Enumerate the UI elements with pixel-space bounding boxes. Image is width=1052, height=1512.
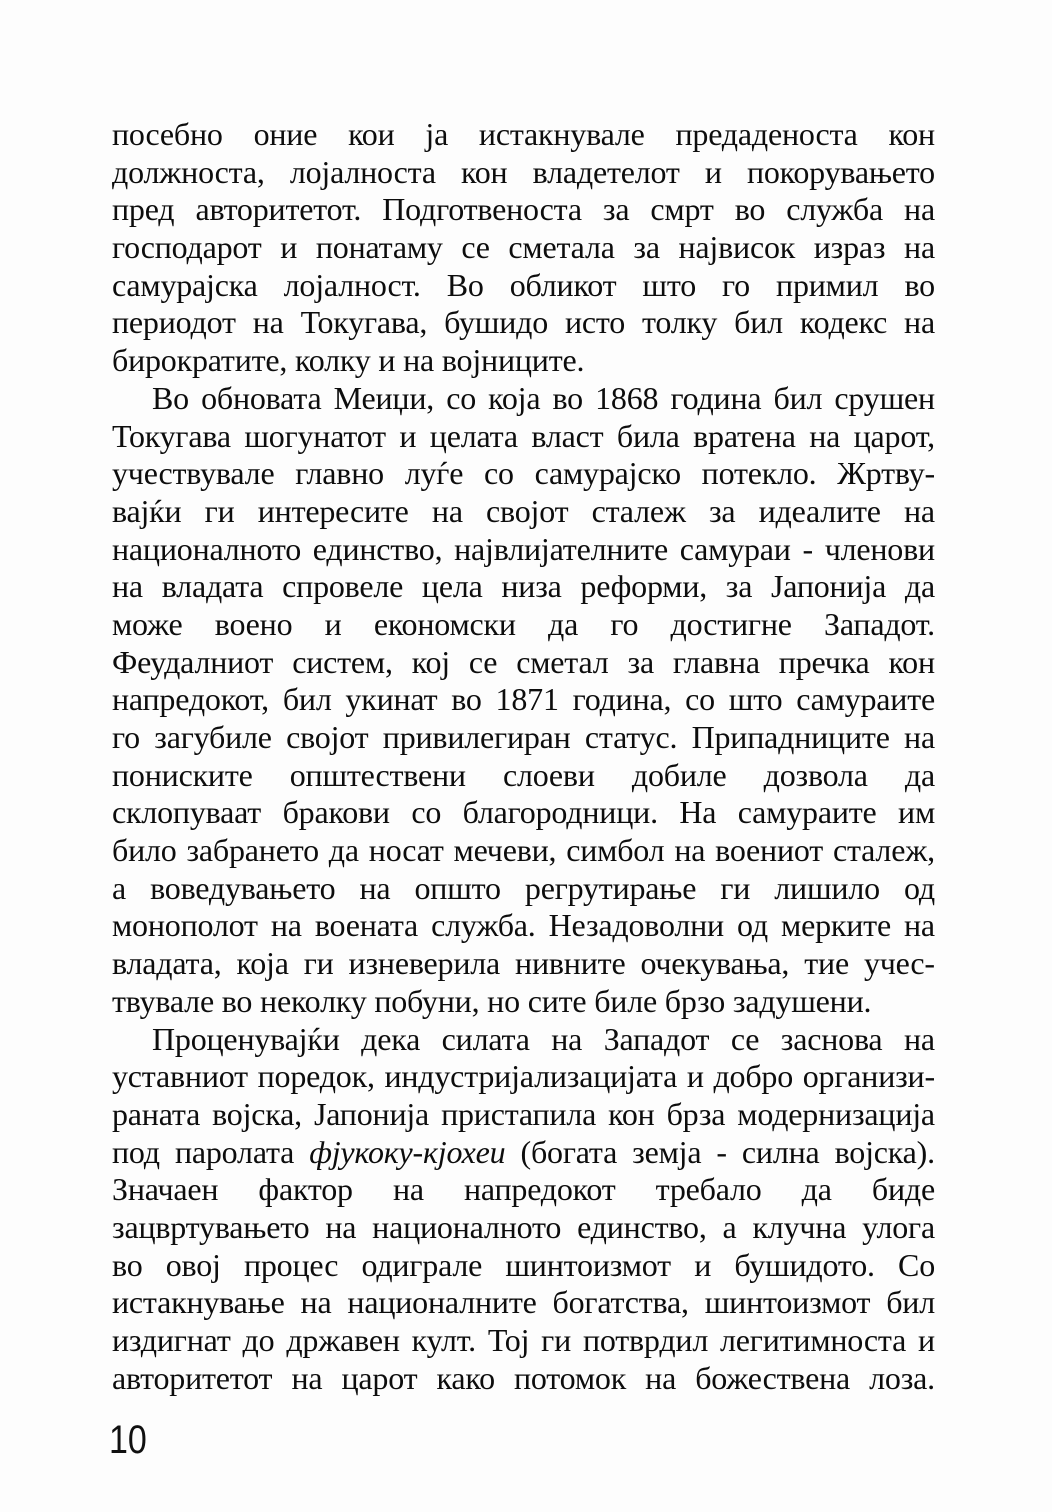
text-line [112, 418, 935, 456]
word: што [728, 681, 783, 718]
word: - [802, 530, 813, 567]
word: и [324, 605, 342, 642]
word: може [112, 605, 183, 642]
word: самурајско [534, 455, 681, 492]
word: исто [564, 304, 626, 341]
word: ги [303, 945, 334, 982]
word: на [904, 492, 935, 529]
word: тие [804, 945, 849, 982]
text-line [112, 681, 935, 719]
word: да [328, 832, 359, 869]
word: општествени [289, 756, 466, 793]
word: силата [441, 1020, 530, 1057]
word: државен [286, 1322, 400, 1358]
word: целата [429, 417, 518, 454]
word: Подготвеноста [382, 191, 582, 228]
word: благородници. [462, 794, 658, 831]
word: на [645, 1359, 677, 1396]
word: сметала [508, 229, 615, 266]
word: Токугава, [300, 304, 428, 341]
text-line [112, 267, 935, 305]
word: низа [501, 568, 562, 605]
word: на [112, 568, 143, 605]
text-line [112, 568, 935, 606]
word: се [730, 1020, 760, 1057]
paragraph [112, 380, 935, 1021]
word: Во [152, 379, 189, 416]
text-line [112, 493, 935, 531]
text-line [112, 116, 935, 154]
word: својот [286, 719, 369, 755]
word: во [552, 379, 583, 416]
word: 1871 [495, 681, 559, 718]
word: сталеж [591, 492, 686, 529]
word: да [904, 756, 935, 793]
word: на [392, 1171, 424, 1208]
word: Со [898, 1246, 935, 1283]
word: нивните [515, 945, 626, 982]
word: бушидо [444, 304, 549, 341]
word: го [722, 266, 750, 303]
word: се [468, 643, 498, 680]
word: на [431, 492, 463, 529]
word: понатаму [315, 229, 443, 266]
word: дека [361, 1020, 421, 1057]
word: воениот [715, 832, 824, 869]
word: бракови [282, 794, 390, 831]
word: издигнат [112, 1322, 231, 1358]
word: Токугава [112, 417, 231, 454]
word: лишило [774, 869, 880, 906]
word: и [694, 1246, 712, 1283]
word: пречка [778, 643, 870, 680]
word: ја [425, 116, 449, 152]
text-line [112, 154, 935, 192]
word: на [904, 191, 935, 228]
word: богатства, [552, 1284, 689, 1321]
word: Значаен [112, 1171, 219, 1208]
word: привилегиран [382, 719, 571, 755]
word: потомок [514, 1359, 627, 1396]
word: на [904, 304, 935, 341]
word: на [674, 832, 706, 869]
word: војска). [834, 1133, 935, 1170]
word: процес [243, 1246, 339, 1283]
word: на [300, 1284, 332, 1321]
word: вајќи [112, 492, 182, 529]
word: Тој [487, 1322, 530, 1358]
word: симбол [566, 832, 665, 869]
word: идеалите [758, 492, 881, 529]
word: господарот [112, 229, 262, 266]
word: реформи, [580, 568, 708, 605]
word: добро [713, 1058, 794, 1095]
word: и [686, 1058, 704, 1095]
word: интересите [257, 492, 409, 529]
word: а [722, 1208, 737, 1245]
text-line [112, 870, 935, 908]
word: Западот. [824, 605, 935, 642]
word: истакнувале [478, 116, 645, 152]
word: за [602, 191, 630, 228]
word: самураите [737, 794, 877, 831]
word: и [399, 417, 417, 454]
text-line [112, 191, 935, 229]
word: за [633, 229, 660, 266]
word: сметал [516, 643, 609, 680]
word: фјукоку-кјохеи [309, 1133, 506, 1170]
word: а [112, 869, 127, 906]
word: учествувале [112, 455, 275, 492]
word: кодекс [799, 304, 888, 341]
word: власт [531, 417, 604, 454]
word: единство, [312, 530, 443, 567]
word: главно [295, 455, 384, 492]
word: со [685, 681, 715, 718]
word: носат [368, 832, 444, 869]
text-line [112, 304, 935, 342]
text-line [112, 907, 935, 945]
word: фактор [258, 1171, 353, 1208]
word: националните [347, 1284, 537, 1321]
word: срушен [834, 379, 935, 416]
word: лојалност. [283, 266, 421, 303]
word: спровеле [282, 568, 404, 605]
word: достигне [670, 605, 792, 642]
word: поредок, [257, 1058, 375, 1095]
word: култ. [411, 1322, 476, 1358]
word: својот [486, 492, 569, 529]
word: националното [112, 530, 302, 567]
word: добиле [631, 756, 727, 793]
text-line [112, 983, 935, 1021]
page-text [112, 116, 935, 1397]
word: царот, [853, 417, 935, 454]
word: за [627, 643, 654, 680]
word: авторитетот [112, 1359, 273, 1396]
text-line [112, 757, 935, 795]
text-line [112, 832, 935, 870]
word: го [112, 719, 140, 755]
text-line [112, 1322, 935, 1360]
word: истакнување [112, 1284, 285, 1321]
word: систем, [292, 643, 393, 680]
word: божествена [695, 1359, 851, 1396]
word: укинат [345, 681, 438, 718]
word: предаденоста [675, 116, 858, 152]
word: израз [813, 229, 886, 266]
word: единство, [577, 1208, 707, 1245]
word: обновата [201, 379, 322, 416]
word: вратена [693, 417, 796, 454]
word: што [642, 266, 697, 303]
word: на [904, 229, 935, 266]
word: мечеви, [453, 832, 557, 869]
word: пониските [112, 756, 253, 793]
word: кон [608, 1095, 655, 1132]
word: изневерила [348, 945, 501, 982]
word: на [551, 1020, 583, 1057]
word: бил [734, 304, 783, 341]
word: раната [112, 1095, 201, 1132]
word: напредокот, [112, 681, 269, 718]
word: одиграле [361, 1246, 483, 1283]
word: клучна [752, 1208, 847, 1245]
word: до [242, 1322, 275, 1358]
word: година, [572, 681, 672, 718]
word: На [679, 794, 717, 831]
text-line [112, 794, 935, 832]
word: бил [773, 379, 823, 416]
text-line [112, 945, 935, 983]
text-segment: бирократите, колку и на војниците. [112, 342, 585, 379]
text-line [112, 644, 935, 682]
text-line [112, 1096, 935, 1134]
text-line [112, 455, 935, 493]
word: шинтоизмот [505, 1246, 671, 1283]
word: на [359, 869, 391, 906]
word: општо [414, 869, 501, 906]
word: во [112, 1246, 143, 1283]
word: брза [666, 1095, 726, 1132]
word: авторитетот. [195, 191, 362, 228]
word: од [737, 907, 768, 944]
word: од [904, 869, 935, 906]
word: Проценувајќи [152, 1020, 340, 1057]
text-line [112, 1021, 935, 1059]
word: - [716, 1133, 727, 1170]
word: да [904, 568, 935, 605]
word: заснова [780, 1020, 883, 1057]
word: Јапонија [771, 568, 887, 605]
word: под [112, 1133, 160, 1170]
word: Меиџи, [333, 379, 435, 416]
text-line [112, 1284, 935, 1322]
word: кои [348, 116, 395, 152]
word: највисок [678, 229, 796, 266]
word: и [704, 153, 722, 190]
text-line [112, 606, 935, 644]
word: Припадниците [691, 719, 890, 755]
word: царот [341, 1359, 418, 1396]
word: шогунатот [244, 417, 386, 454]
text-segment: твувале во неколку побуни, но сите биле брзо задушени. [112, 982, 872, 1019]
word: статус. [584, 719, 678, 755]
word: цела [421, 568, 483, 605]
word: во [451, 681, 482, 718]
word: Во [446, 266, 484, 303]
word: уставниот [112, 1058, 248, 1095]
text-line [112, 1209, 935, 1247]
word: владата [161, 568, 264, 605]
word: главна [672, 643, 760, 680]
word: Западот [603, 1020, 710, 1057]
word: пристапила [441, 1095, 597, 1132]
word: учес- [863, 945, 935, 982]
word: потекло. [701, 455, 817, 492]
word: која [488, 379, 541, 416]
word: во [734, 191, 766, 228]
word: Феудалниот [112, 643, 274, 680]
word: легитимноста [720, 1322, 907, 1358]
word: лоза. [869, 1359, 935, 1396]
word: кој [411, 643, 450, 680]
word: модернизација [737, 1095, 935, 1132]
word: земја [632, 1133, 702, 1170]
word: улога [862, 1208, 935, 1245]
word: воено [214, 605, 293, 642]
word: монополот [112, 907, 258, 944]
word: ги [541, 1322, 572, 1358]
paragraph [112, 1021, 935, 1398]
word: војска, [212, 1095, 302, 1132]
word: потврдил [582, 1322, 709, 1358]
paragraph [112, 116, 935, 380]
text-line [112, 1360, 935, 1398]
word: посебно [112, 116, 223, 152]
text-line [112, 531, 935, 569]
word: служба. [431, 907, 536, 944]
text-line [112, 1058, 935, 1096]
word: бил [886, 1284, 935, 1321]
word: самураите [796, 681, 935, 718]
word: националното [372, 1208, 562, 1245]
word: со [411, 794, 442, 831]
word: на [809, 417, 841, 454]
word: и [280, 229, 298, 266]
word: периодот [112, 304, 236, 341]
word: склопуваат [112, 794, 262, 831]
word: го [610, 605, 639, 642]
word: паролата [174, 1133, 295, 1170]
word: членови [824, 530, 935, 567]
word: за [708, 492, 736, 529]
word: била [616, 417, 680, 454]
word: да [801, 1171, 832, 1208]
word: им [898, 794, 935, 831]
word: ги [204, 492, 235, 529]
word: загубиле [154, 719, 272, 755]
word: (богата [520, 1133, 618, 1170]
word: највлијателните [454, 530, 668, 567]
word: силна [741, 1133, 820, 1170]
word: пред [112, 191, 175, 228]
word: овој [165, 1246, 221, 1283]
word: должноста, [112, 153, 265, 190]
word: година [670, 379, 762, 416]
word: сталеж, [832, 832, 935, 869]
text-line [112, 719, 935, 757]
word: слоеви [502, 756, 595, 793]
word: да [548, 605, 579, 642]
word: на [904, 907, 935, 944]
word: воведувањето [150, 869, 336, 906]
word: зацвртувањето [112, 1208, 310, 1245]
text-line [112, 229, 935, 267]
word: Незадоволни [548, 907, 724, 944]
word: на [252, 304, 284, 341]
word: кон [461, 153, 508, 190]
word: кон [888, 643, 935, 680]
word: оние [253, 116, 318, 152]
word: служба [786, 191, 883, 228]
text-line [112, 380, 935, 418]
word: напредокот [463, 1171, 616, 1208]
word: самурајска [112, 266, 258, 303]
word: бушидото. [734, 1246, 875, 1283]
word: забрането [186, 832, 319, 869]
word: шинтоизмот [704, 1284, 871, 1321]
word: и [918, 1322, 935, 1358]
word: на [291, 1359, 323, 1396]
word: на [270, 907, 302, 944]
text-line [112, 1247, 935, 1285]
word: Јапонија [313, 1095, 430, 1132]
word: воената [314, 907, 419, 944]
word: на [904, 719, 935, 755]
word: обликот [509, 266, 617, 303]
word: ги [720, 869, 751, 906]
word: самураи [679, 530, 791, 567]
word: организи- [802, 1058, 935, 1095]
word: на [325, 1208, 357, 1245]
word: 1868 [595, 379, 659, 416]
word: владата, [112, 945, 222, 982]
word: во [904, 266, 935, 303]
word: биде [871, 1171, 935, 1208]
word: мерките [781, 907, 891, 944]
word: очекувања, [640, 945, 790, 982]
word: требало [655, 1171, 762, 1208]
word: било [112, 832, 177, 869]
word: како [436, 1359, 495, 1396]
word: луѓе [404, 455, 464, 492]
word: регрутирање [524, 869, 697, 906]
text-line [112, 342, 935, 380]
word: која [236, 945, 289, 982]
word: економски [373, 605, 516, 642]
word: толку [642, 304, 718, 341]
word: смрт [650, 191, 714, 228]
text-line [112, 1171, 935, 1209]
page-number: 10 [109, 1418, 147, 1462]
word: бил [282, 681, 332, 718]
word: кон [888, 116, 935, 152]
word: дозвола [763, 756, 868, 793]
word: за [725, 568, 753, 605]
word: владетелот [532, 153, 680, 190]
word: се [461, 229, 490, 266]
word: покорувањето [746, 153, 935, 190]
word: примил [776, 266, 879, 303]
word: лојалноста [289, 153, 436, 190]
word: индустријализацијата [384, 1058, 678, 1095]
word: со [446, 379, 477, 416]
word: Жртву- [837, 455, 935, 492]
text-line [112, 1134, 935, 1172]
word: со [484, 455, 514, 492]
word: на [903, 1020, 935, 1057]
